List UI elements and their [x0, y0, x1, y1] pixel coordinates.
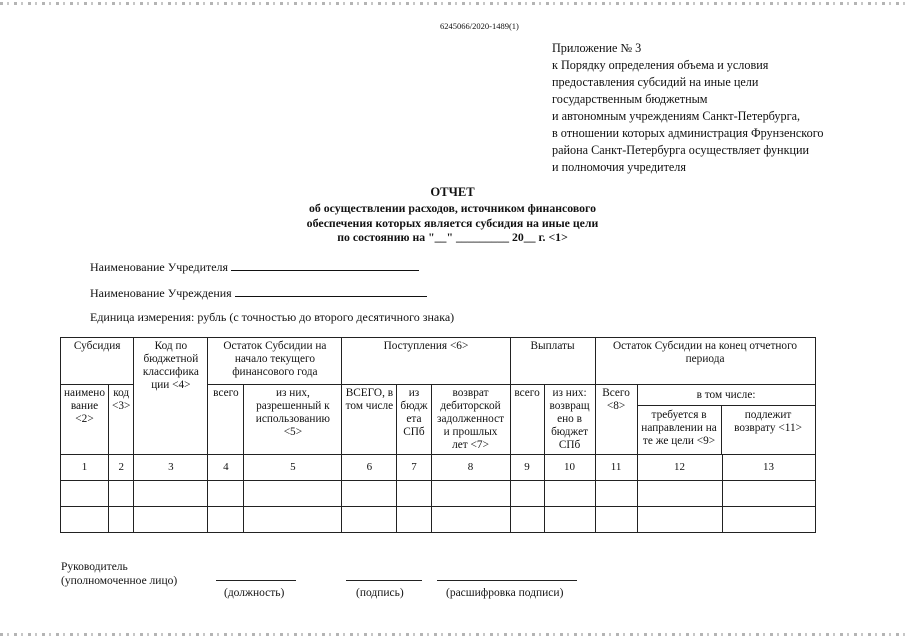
table-cell[interactable] — [431, 507, 510, 533]
appendix-line: в отношении которых администрация Фрунзенского — [552, 126, 824, 140]
header-payments-total: всего — [510, 385, 544, 455]
institution-field — [90, 285, 427, 301]
institution-input-line[interactable] — [235, 285, 427, 297]
head-sub-label: (уполномоченное лицо) — [61, 575, 178, 587]
table-cell[interactable] — [134, 507, 208, 533]
table-cell[interactable] — [510, 507, 544, 533]
column-number: 10 — [544, 455, 595, 481]
header-payments: Выплаты — [510, 338, 595, 385]
header-balance-start: Остаток Субсидии на начало текущего финансового года — [208, 338, 342, 385]
scan-artifact-top — [0, 2, 905, 5]
scan-artifact-bottom — [0, 633, 905, 636]
header-name: наимено вание <2> — [61, 385, 109, 455]
appendix-line: предоставления субсидий на иные цели — [552, 75, 759, 89]
subtitle-line: обеспечения которых является субсидия на иные цели — [306, 215, 599, 230]
table-cell[interactable] — [637, 481, 722, 507]
column-number: 1 — [61, 455, 109, 481]
table-cell[interactable] — [208, 481, 244, 507]
appendix-line: района Санкт-Петербурга осуществляет функции — [552, 143, 810, 157]
table-cell[interactable] — [544, 481, 595, 507]
header-payments-return: из них: возвращ ено в бюджет СПб — [544, 385, 595, 455]
column-number: 13 — [722, 455, 815, 481]
report-table — [60, 337, 816, 533]
report-title: ОТЧЕТ — [430, 185, 475, 199]
unit-text: Единица измерения: рубль (с точностью до второго десятичного знака) — [90, 310, 455, 324]
table-cell[interactable] — [595, 507, 637, 533]
table-cell[interactable] — [722, 507, 815, 533]
header-receipts-total: ВСЕГО, в том числе — [342, 385, 397, 455]
table-cell[interactable] — [208, 507, 244, 533]
appendix-line: и автономным учреждениям Санкт-Петербурга, — [552, 109, 801, 123]
head-label: Руководитель — [61, 561, 128, 573]
appendix-line: государственным бюджетным — [552, 92, 708, 106]
report-subtitle — [0, 201, 905, 245]
table-cell[interactable] — [397, 481, 431, 507]
table-cell[interactable] — [544, 507, 595, 533]
subtitle-line: по состоянию на "__" _________ 20__ г. <1> — [337, 230, 568, 244]
table-cell[interactable] — [61, 507, 109, 533]
column-number: 5 — [244, 455, 342, 481]
table-cell[interactable] — [244, 481, 342, 507]
header-balance-end: Остаток Субсидии на конец отчетного периода — [595, 338, 815, 385]
table-cell[interactable] — [342, 481, 397, 507]
signature-line[interactable] — [346, 580, 422, 581]
column-number: 7 — [397, 455, 431, 481]
table-cell[interactable] — [595, 481, 637, 507]
position-caption: (должность) — [224, 587, 285, 599]
column-number: 3 — [134, 455, 208, 481]
table-cell[interactable] — [342, 507, 397, 533]
header-end-including: в том числе: — [638, 385, 815, 406]
appendix-block — [552, 40, 824, 176]
document-number: 6245066/2020-1489(1) — [440, 21, 519, 31]
table-cell[interactable] — [637, 507, 722, 533]
table-row — [61, 481, 816, 507]
header-receipts-spb: из бюдж ета СПб — [397, 385, 431, 455]
header-receipts-return: возврат дебиторской задолженност и прошлых лет <7> — [431, 385, 510, 455]
appendix-line: и полномочия учредителя — [552, 160, 686, 174]
column-number: 2 — [109, 455, 134, 481]
table-cell[interactable] — [722, 481, 815, 507]
column-number: 11 — [595, 455, 637, 481]
table-cell[interactable] — [431, 481, 510, 507]
founder-input-line[interactable] — [231, 259, 419, 271]
decoding-caption: (расшифровка подписи) — [446, 587, 564, 599]
table-row — [61, 507, 816, 533]
founder-field — [90, 259, 419, 275]
decoding-line[interactable] — [437, 580, 577, 581]
header-end-return: подлежит возврату <11> — [734, 409, 803, 434]
subtitle-line: об осуществлении расходов, источником финансового — [308, 201, 597, 215]
header-end-including-cell — [637, 385, 815, 455]
table-cell[interactable] — [109, 507, 134, 533]
header-end-split — [638, 406, 815, 454]
table-cell[interactable] — [510, 481, 544, 507]
institution-label: Наименование Учреждения — [90, 286, 232, 300]
appendix-line: к Порядку определения объема и условия — [552, 58, 769, 72]
column-number: 12 — [637, 455, 722, 481]
header-end-needed: требуется в направлении на те же цели <9> — [638, 406, 722, 454]
table-cell[interactable] — [134, 481, 208, 507]
column-number: 9 — [510, 455, 544, 481]
column-number: 8 — [431, 455, 510, 481]
header-code: код <3> — [109, 385, 134, 455]
header-budget-code: Код по бюджетной классифика ции <4> — [134, 338, 208, 455]
column-number: 4 — [208, 455, 244, 481]
header-subsidy: Субсидия — [61, 338, 134, 385]
header-start-total: всего — [208, 385, 244, 455]
table-cell[interactable] — [244, 507, 342, 533]
header-start-allowed: из них, разрешенный к использованию <5> — [244, 385, 342, 455]
column-number: 6 — [342, 455, 397, 481]
header-end-total: Всего <8> — [595, 385, 637, 455]
table-cell[interactable] — [397, 507, 431, 533]
position-line[interactable] — [216, 580, 296, 581]
header-receipts: Поступления <6> — [342, 338, 510, 385]
appendix-line: Приложение № 3 — [552, 41, 642, 55]
signature-caption: (подпись) — [356, 587, 404, 599]
founder-label: Наименование Учредителя — [90, 260, 229, 274]
table-cell[interactable] — [61, 481, 109, 507]
table-cell[interactable] — [109, 481, 134, 507]
